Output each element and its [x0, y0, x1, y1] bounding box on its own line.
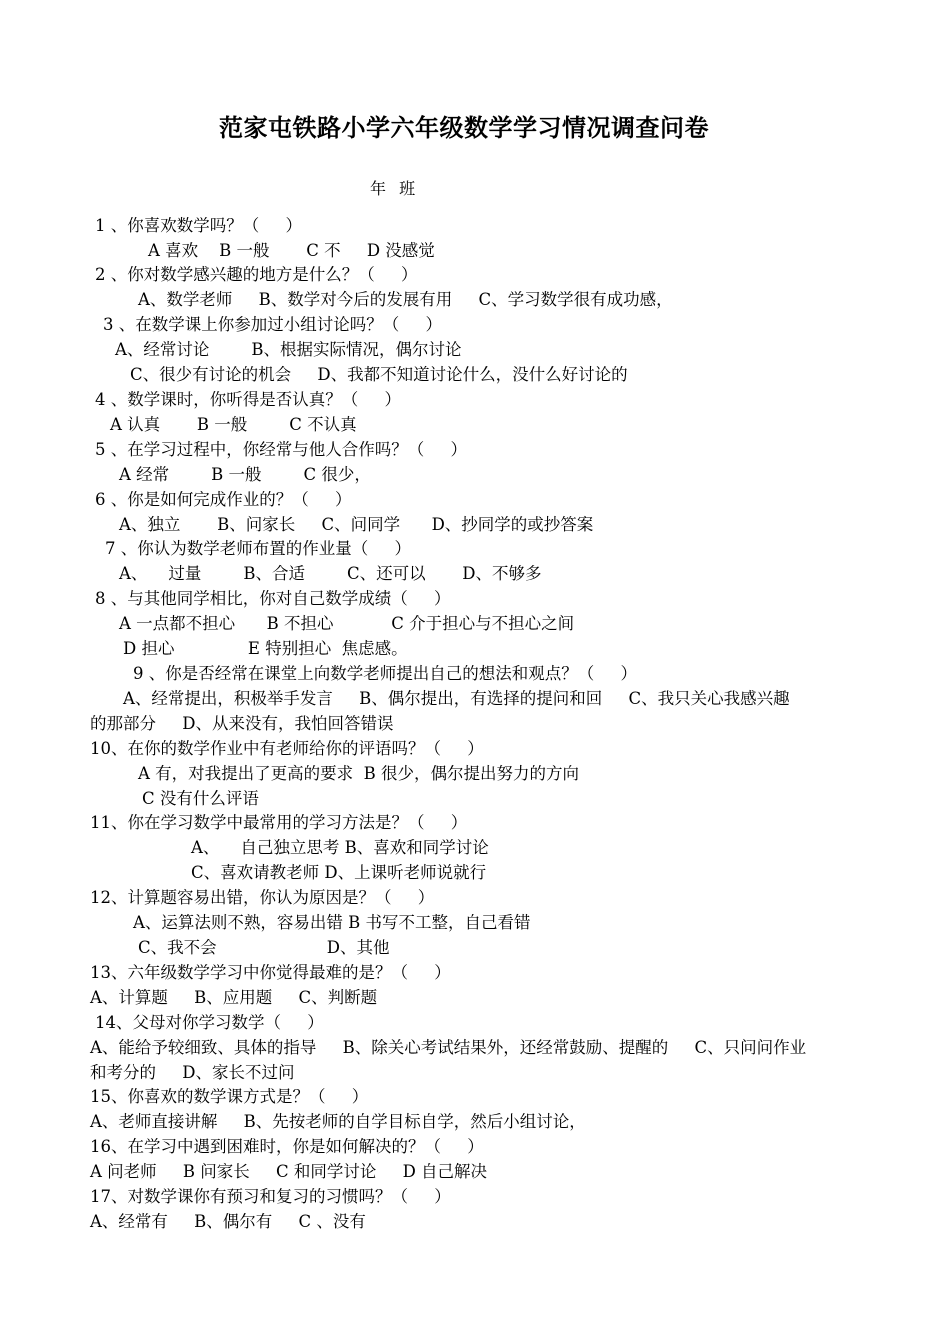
text-line: 16、在学习中遇到困难时，你是如何解决的？（ ） [90, 1137, 484, 1156]
text-line: A、独立 B、问家长 C、问同学 D、抄同学的或抄答案 [119, 515, 594, 534]
text-line: A 认真 B 一般 C 不认真 [110, 415, 357, 434]
text-line: A、 自己独立思考 B、喜欢和同学讨论 [191, 838, 489, 857]
text-line: 13、六年级数学学习中你觉得最难的是？（ ） [90, 963, 451, 982]
text-line: 5 、在学习过程中，你经常与他人合作吗？（ ） [95, 440, 467, 459]
text-line: 6 、你是如何完成作业的？（ ） [95, 490, 352, 509]
text-line: A、能给予较细致、具体的指导 B、除关心考试结果外，还经常鼓励、提醒的 C、只问问作业 [90, 1038, 807, 1057]
text-line: 和考分的 D、家长不过问 [90, 1063, 295, 1082]
text-line: A、 过量 B、合适 C、还可以 D、不够多 [119, 564, 542, 583]
grade-class-label: 年 班 [370, 179, 416, 198]
text-line: C、很少有讨论的机会 D、我都不知道讨论什么，没什么好讨论的 [130, 365, 628, 384]
text-line: C、喜欢请教老师 D、上课听老师说就行 [191, 863, 487, 882]
text-line: A 有，对我提出了更高的要求 B 很少，偶尔提出努力的方向 [138, 764, 580, 783]
page-title: 范家屯铁路小学六年级数学学习情况调查问卷 [219, 113, 709, 142]
text-line: 9 、你是否经常在课堂上向数学老师提出自己的想法和观点？（ ） [133, 664, 637, 683]
text-line: 4 、数学课时，你听得是否认真？（ ） [95, 390, 401, 409]
text-line: 10、在你的数学作业中有老师给你的评语吗？（ ） [90, 739, 484, 758]
text-line: 12、计算题容易出错，你认为原因是？（ ） [90, 888, 435, 907]
text-line: A、经常讨论 B、根据实际情况，偶尔讨论 [115, 340, 462, 359]
text-line: A 一点都不担心 B 不担心 C 介于担心与不担心之间 [119, 614, 575, 633]
text-line: A、老师直接讲解 B、先按老师的自学目标自学，然后小组讨论， [90, 1112, 586, 1131]
text-line: 1 、你喜欢数学吗？（ ） [95, 216, 302, 235]
text-line: 17、对数学课你有预习和复习的习惯吗？（ ） [90, 1187, 451, 1206]
text-line: 8 、与其他同学相比，你对自己数学成绩（ ） [95, 589, 451, 608]
text-line: 2 、你对数学感兴趣的地方是什么？（ ） [95, 265, 418, 284]
text-line: A、运算法则不熟，容易出错 B 书写不工整，自己看错 [133, 913, 531, 932]
text-line: A、数学老师 B、数学对今后的发展有用 C、学习数学很有成功感， [138, 290, 673, 309]
text-line: A 问老师 B 问家长 C 和同学讨论 D 自己解决 [90, 1162, 488, 1181]
text-line: D 担心 E 特别担心 焦虑感。 [123, 639, 408, 658]
text-line: 15、你喜欢的数学课方式是？（ ） [90, 1087, 369, 1106]
text-line: 11、你在学习数学中最常用的学习方法是？（ ） [90, 813, 468, 832]
text-line: 14、父母对你学习数学（ ） [95, 1013, 324, 1032]
text-line: A、计算题 B、应用题 C、判断题 [90, 988, 378, 1007]
text-line: 3 、在数学课上你参加过小组讨论吗？（ ） [103, 315, 442, 334]
text-line: 7 、你认为数学老师布置的作业量（ ） [105, 539, 411, 558]
text-line: A、经常提出，积极举手发言 B、偶尔提出，有选择的提问和回 C、我只关心我感兴趣 [123, 689, 790, 708]
text-line: C、我不会 D、其他 [138, 938, 390, 957]
text-line: 的那部分 D、从来没有，我怕回答错误 [90, 714, 394, 733]
text-line: A、经常有 B、偶尔有 C 、没有 [90, 1212, 366, 1231]
text-line: A 喜欢 B 一般 C 不 D 没感觉 [148, 241, 435, 260]
text-line: A 经常 B 一般 C 很少， [119, 465, 371, 484]
text-line: C 没有什么评语 [142, 789, 259, 808]
